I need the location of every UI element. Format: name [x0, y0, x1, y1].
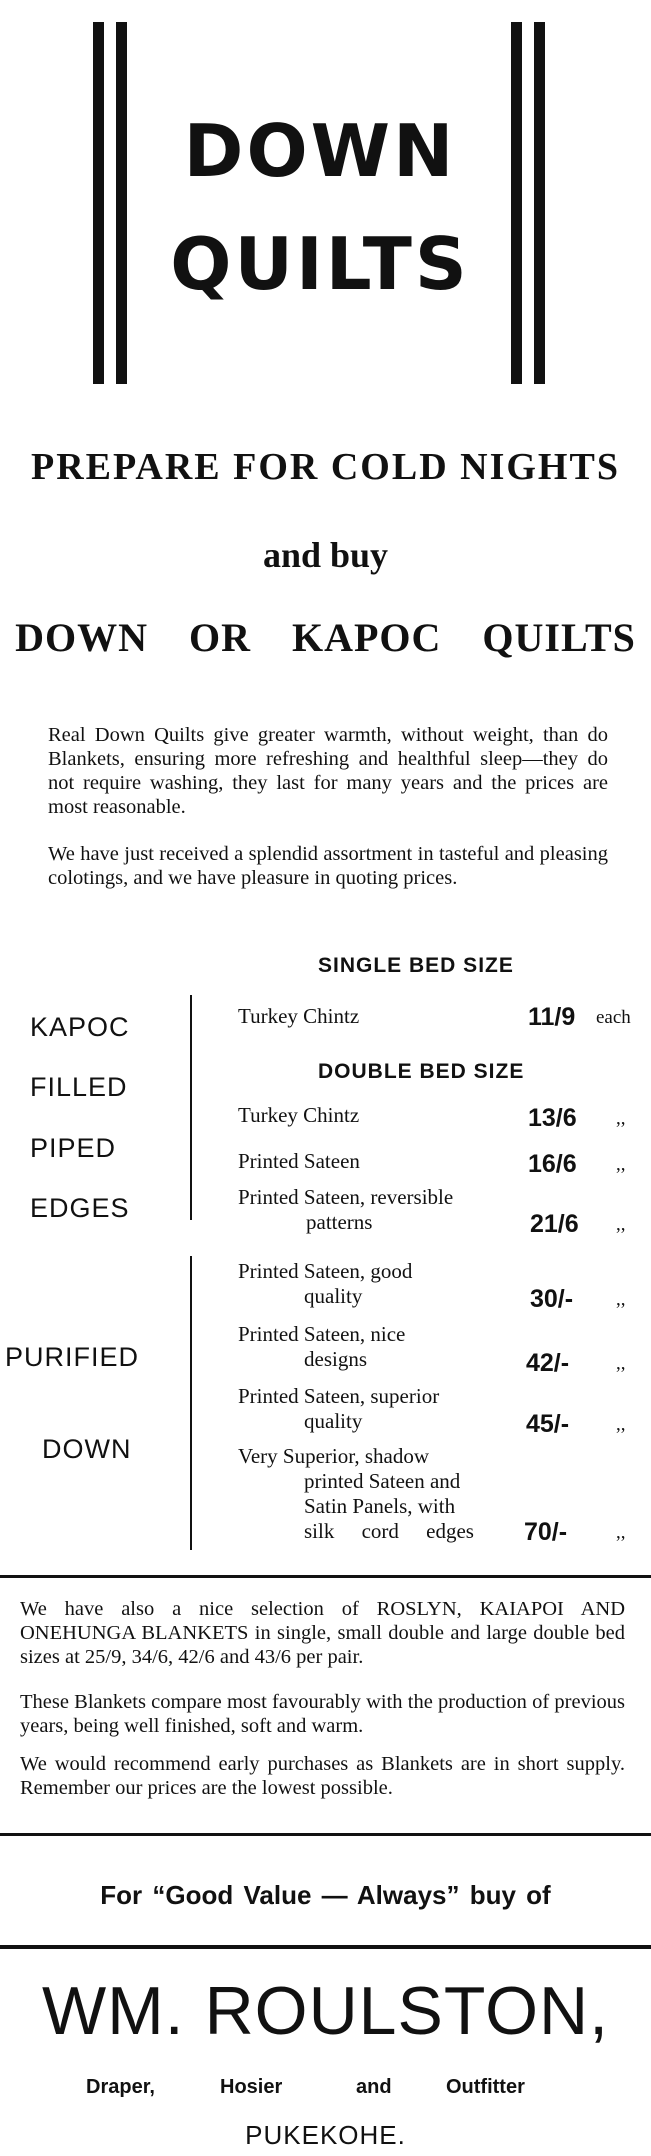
logo-bar-left-1 — [93, 22, 104, 384]
down-item-2-price: 42/- — [526, 1349, 570, 1377]
logo-bar-right-1 — [511, 22, 522, 384]
down-item-2 — [238, 1322, 538, 1372]
logo-bar-left-2 — [116, 22, 127, 384]
slogan: For “Good Value — Always” buy of — [100, 1880, 551, 1910]
down-item-3-unit: ,, — [616, 1414, 626, 1435]
down-item-2-name: Printed Sateen, nice — [238, 1322, 406, 1346]
intro-paragraph-2: We have just received a splendid assortment in tasteful and pleasing colotings, and we have pleasure in quoting prices. — [48, 843, 608, 889]
divider-1 — [0, 1575, 651, 1578]
merchant-name: WM. ROULSTON, — [41, 1973, 610, 2049]
down-label-down: DOWN — [42, 1434, 132, 1464]
down-item-3-name: Printed Sateen, superior — [238, 1384, 440, 1408]
down-item-4 — [238, 1444, 538, 1544]
intro-paragraph-1: Real Down Quilts give greater warmth, without weight, than do Blankets, ensuring more refreshing and healthful sleep—they do not require washing, they last for many years and the prices are most reasonable. — [48, 724, 608, 818]
down-item-4-name-cont3: Satin Panels, with — [304, 1494, 456, 1518]
kapoc-item-1 — [238, 1004, 538, 1029]
headline-down-or-kapoc: DOWN OR KAPOC QUILTS — [15, 615, 636, 660]
down-item-3-name-cont: quality — [304, 1409, 363, 1433]
blankets-paragraph-1: We have also a nice selection of ROSLYN, KAIAPOI AND ONEHUNGA BLANKETS in single, small double and large double bed sizes at 25/9, 34/6, 42/6 and 43/6 per pair. — [20, 1598, 625, 1668]
kapoc-item-1-unit: each — [596, 1007, 631, 1028]
kapoc-item-1-name: Turkey Chintz — [238, 1004, 360, 1028]
blankets-paragraph-3: We would recommend early purchases as Blankets are in short supply. Remember our prices are the lowest possible. — [20, 1753, 625, 1799]
trade-and: and — [356, 2076, 392, 2098]
blankets-paragraph-2: These Blankets compare most favourably with the production of previous years, being well finished, soft and warm. — [20, 1691, 625, 1737]
kapoc-item-4-name: Printed Sateen, reversible — [238, 1185, 454, 1209]
merchant-town: PUKEKOHE. — [245, 2120, 406, 2150]
kapoc-item-2-unit: ,, — [616, 1108, 626, 1129]
logo-word-quilts: QUILTS — [170, 222, 470, 306]
divider-2 — [0, 1833, 651, 1836]
down-item-3-price: 45/- — [526, 1410, 570, 1438]
trade-hosier: Hosier — [220, 2076, 283, 2098]
kapoc-item-2-price: 13/6 — [528, 1104, 577, 1132]
double-bed-header: DOUBLE BED SIZE — [318, 1060, 525, 1083]
down-item-2-name-cont: designs — [304, 1347, 367, 1371]
kapoc-item-2 — [238, 1103, 538, 1128]
kapoc-item-3-name: Printed Sateen — [238, 1149, 360, 1173]
kapoc-item-1-price: 11/9 — [528, 1003, 576, 1031]
single-bed-header: SINGLE BED SIZE — [318, 954, 514, 977]
kapoc-item-4-name-cont: patterns — [306, 1210, 373, 1234]
kapoc-item-3-unit: ,, — [616, 1154, 626, 1175]
down-item-4-price: 70/- — [524, 1518, 568, 1546]
trade-draper: Draper, — [86, 2076, 155, 2098]
kapoc-label-piped: PIPED — [30, 1133, 117, 1163]
down-item-2-unit: ,, — [616, 1353, 626, 1374]
divider-3 — [0, 1945, 651, 1949]
kapoc-label-filled: FILLED — [30, 1072, 128, 1102]
logo-bar-right-2 — [534, 22, 545, 384]
down-item-1-name-cont: quality — [304, 1284, 363, 1308]
down-item-4-unit: ,, — [616, 1522, 626, 1543]
down-label-purified: PURIFIED — [5, 1342, 140, 1372]
down-item-1 — [238, 1259, 538, 1309]
down-item-4-name: Very Superior, shadow — [238, 1444, 430, 1468]
kapoc-label-edges: EDGES — [30, 1193, 130, 1223]
headline-and-buy: and buy — [262, 535, 389, 575]
kapoc-label-kapoc: KAPOC — [30, 1012, 130, 1042]
down-item-1-name: Printed Sateen, good — [238, 1259, 413, 1283]
down-item-4-name-cont4: silk cord edges — [304, 1519, 474, 1543]
kapoc-item-3-price: 16/6 — [528, 1150, 577, 1178]
down-item-1-price: 30/- — [530, 1285, 574, 1313]
headline-prepare: PREPARE FOR COLD NIGHTS — [31, 446, 620, 488]
kapoc-item-4-unit: ,, — [616, 1214, 626, 1235]
logo-word-down: DOWN — [183, 109, 457, 193]
kapoc-item-4-price: 21/6 — [530, 1210, 579, 1238]
trade-outfitter: Outfitter — [446, 2076, 525, 2098]
kapoc-item-2-name: Turkey Chintz — [238, 1103, 360, 1127]
kapoc-item-3 — [238, 1149, 538, 1174]
kapoc-item-4 — [238, 1185, 538, 1235]
down-item-1-unit: ,, — [616, 1289, 626, 1310]
kapoc-brace — [190, 995, 198, 1220]
down-item-4-name-cont2: printed Sateen and — [304, 1469, 461, 1493]
down-brace — [190, 1256, 198, 1550]
down-item-3 — [238, 1384, 538, 1434]
